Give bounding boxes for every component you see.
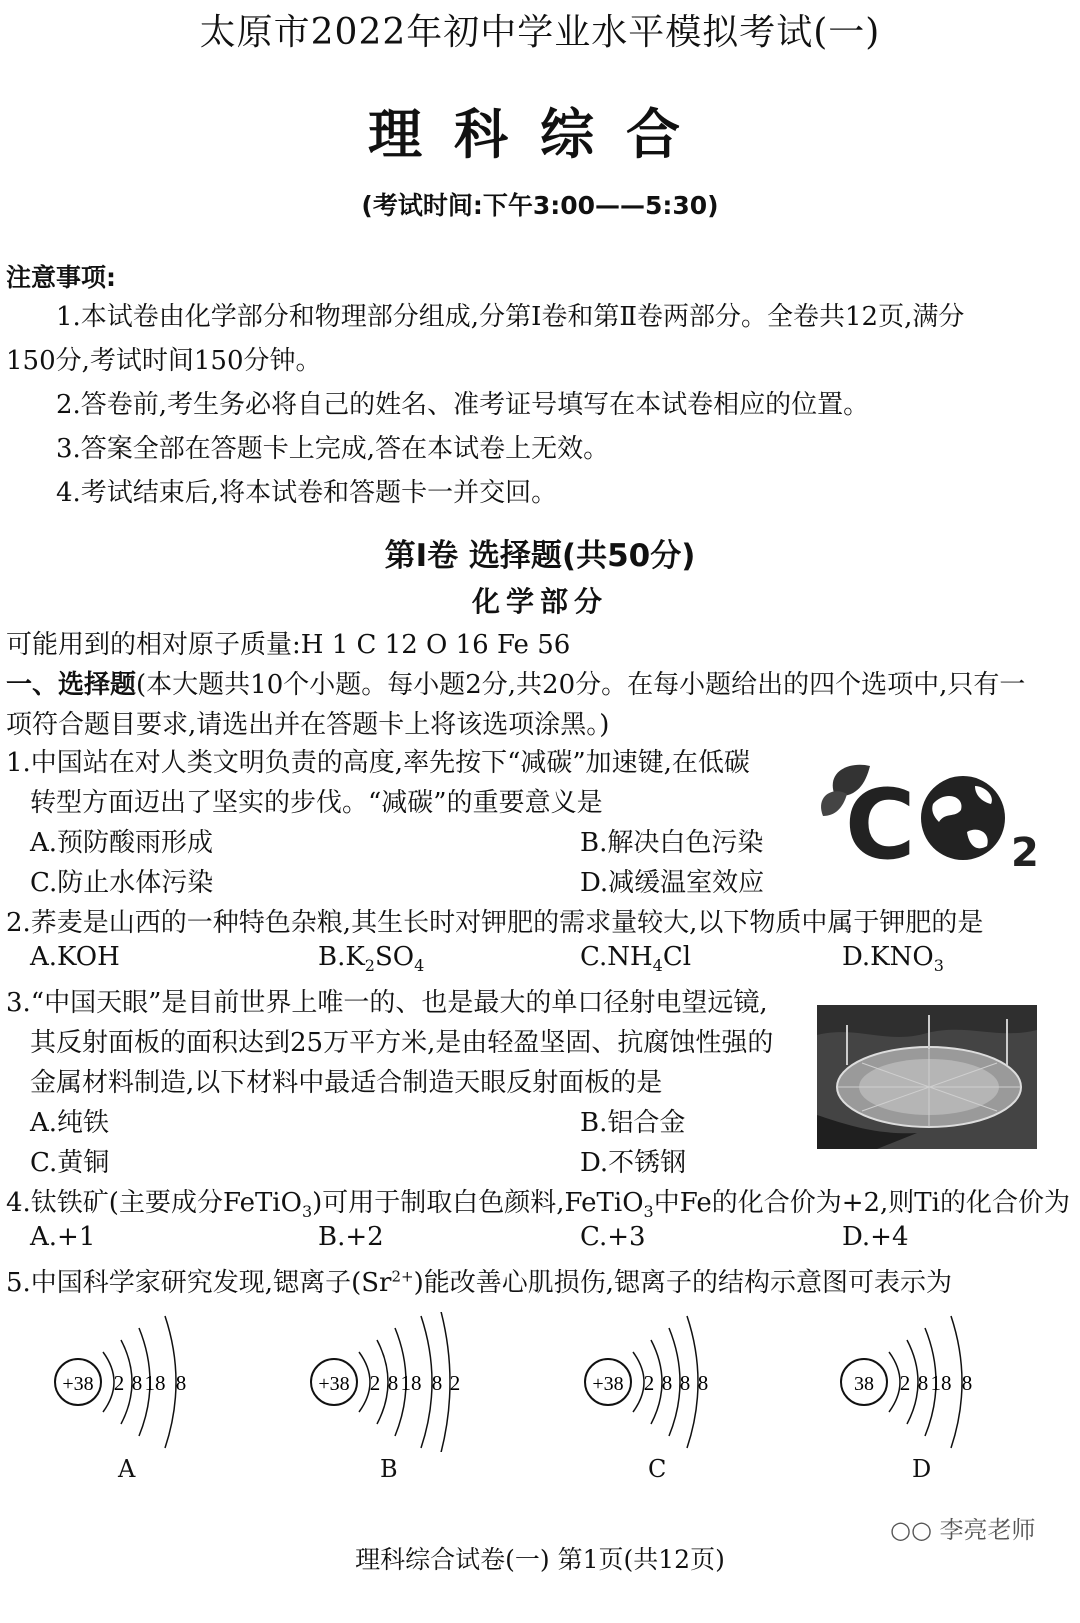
shell-electron-count: 18 <box>144 1371 166 1395</box>
co2-logo-subscript: 2 <box>1011 830 1039 876</box>
q5-stem: 5.中国科学家研究发现,锶离子$(Sr^{2+})$能改善心肌损伤,锶离子的结构示意图可表示为 <box>6 1267 953 1298</box>
q4-option-b: B.+2 <box>318 1222 384 1252</box>
atom-diagram-d <box>826 1312 1066 1452</box>
shell-electron-count: 2 <box>113 1371 125 1395</box>
atomic-mass: 可能用到的相对原子质量:H 1 C 12 O 16 Fe 56 <box>6 630 571 660</box>
globe-icon <box>921 776 1005 860</box>
electron-shell-arc <box>633 1352 644 1412</box>
shell-electron-count: 8 <box>131 1371 143 1395</box>
notes-heading: 注意事项: <box>6 263 116 292</box>
shell-electron-count: 8 <box>917 1371 929 1395</box>
nucleus-charge: 38 <box>854 1373 874 1395</box>
shell-electron-count: 18 <box>930 1371 952 1395</box>
atom-diagram-a <box>40 1312 280 1452</box>
shell-electron-count: 8 <box>697 1371 709 1395</box>
mc-instructions <box>6 664 1025 701</box>
mc-title: 一、选择题 <box>6 670 137 700</box>
atom-diagram-b <box>296 1312 536 1452</box>
telescope-photo <box>817 1005 1037 1149</box>
mc-desc: (本大题共10个小题。每小题2分,共20分。在每小题给出的四个选项中,只有一 <box>136 670 1026 700</box>
q3-option-d: D.不锈钢 <box>580 1148 687 1178</box>
q2-option-a: A.KOH <box>30 942 120 972</box>
electron-shell-arc <box>889 1352 900 1412</box>
wechat-icon: ○○ <box>890 1516 940 1544</box>
co2-logo-c: C <box>845 769 916 876</box>
electron-shell-arc <box>103 1352 114 1412</box>
shell-electron-count: 2 <box>643 1371 655 1395</box>
note-3: 3.答案全部在答题卡上完成,答在本试卷上无效。 <box>56 434 610 464</box>
atom-diagram-c <box>570 1312 810 1452</box>
q2-stem: 2.荞麦是山西的一种特色杂粮,其生长时对钾肥的需求量较大,以下物质中属于钾肥的是 <box>6 908 984 938</box>
q1-option-b: B.解决白色污染 <box>580 828 764 858</box>
exam-time: (考试时间:下午3:00——5:30) <box>361 191 719 220</box>
q3-option-b: B.铝合金 <box>580 1108 686 1138</box>
shell-electron-count: 8 <box>431 1371 443 1395</box>
part-title: 化学部分 <box>471 585 608 618</box>
electron-shell-arc <box>421 1316 432 1448</box>
diagram-label-a: A <box>118 1455 136 1483</box>
q2-option-c: $C.NH_4Cl$ <box>580 942 692 976</box>
subject-title: 理科综合 <box>368 103 712 166</box>
q4-option-a: A.+1 <box>30 1222 96 1252</box>
watermark: ○○ 李亮老师 <box>890 1516 1036 1544</box>
section-title: 第Ⅰ卷 选择题(共50分) <box>384 538 696 574</box>
q4-option-d: D.+4 <box>842 1222 909 1252</box>
shell-electron-count: 8 <box>387 1371 399 1395</box>
q4-stem: 4.钛铁矿(主要成分FeTiO$_3$)可用于制取白色颜料,FeTiO$_3$中Fe的化合价为+2,则Ti的化合价为 <box>6 1188 1070 1222</box>
q1-option-c: C.防止水体污染 <box>30 868 214 898</box>
co2-logo-image <box>815 756 1045 876</box>
shell-electron-count: 8 <box>661 1371 673 1395</box>
q3-option-a: A.纯铁 <box>30 1108 110 1138</box>
shell-electron-count: 8 <box>175 1371 187 1395</box>
diagram-label-d: D <box>912 1455 932 1483</box>
page-footer: 理科综合试卷(一) 第1页(共12页) <box>355 1545 725 1574</box>
shell-electron-count: 18 <box>400 1371 422 1395</box>
note-1-cont: 150分,考试时间150分钟。 <box>6 346 322 376</box>
q3-stem-2: 其反射面板的面积达到25万平方米,是由轻盈坚固、抗腐蚀性强的 <box>30 1028 774 1058</box>
nucleus-charge: +38 <box>318 1373 350 1395</box>
q1-stem-1: 1.中国站在对人类文明负责的高度,率先按下“减碳”加速键,在低碳 <box>6 748 750 778</box>
q2-option-d: $D.KNO_3$ <box>842 942 944 976</box>
q1-option-a: A.预防酸雨形成 <box>30 828 214 858</box>
electron-shell-arc <box>165 1316 176 1448</box>
diagram-label-b: B <box>380 1455 398 1483</box>
q2-option-b: $B.K_2SO_4$ <box>318 942 425 976</box>
mc-desc-cont: 项符合题目要求,请选出并在答题卡上将该选项涂黑。) <box>6 710 610 740</box>
nucleus-charge: +38 <box>592 1373 624 1395</box>
shell-electron-count: 8 <box>679 1371 691 1395</box>
exam-title: 太原市2022年初中学业水平模拟考试(一) <box>199 12 881 53</box>
electron-shell-arc <box>951 1316 962 1448</box>
shell-electron-count: 2 <box>369 1371 381 1395</box>
note-4: 4.考试结束后,将本试卷和答题卡一并交回。 <box>56 478 558 508</box>
leaf-icon <box>821 791 847 816</box>
shell-electron-count: 2 <box>449 1371 461 1395</box>
q3-stem-3: 金属材料制造,以下材料中最适合制造天眼反射面板的是 <box>30 1068 663 1098</box>
q1-option-d: D.减缓温室效应 <box>580 868 765 898</box>
nucleus-charge: +38 <box>62 1373 94 1395</box>
q1-stem-2: 转型方面迈出了坚实的步伐。“减碳”的重要意义是 <box>30 788 603 818</box>
q4-option-c: C.+3 <box>580 1222 646 1252</box>
q3-option-c: C.黄铜 <box>30 1148 110 1178</box>
note-1: 1.本试卷由化学部分和物理部分组成,分第Ⅰ卷和第Ⅱ卷两部分。全卷共12页,满分 <box>56 302 965 332</box>
note-2: 2.答卷前,考生务必将自己的姓名、准考证号填写在本试卷相应的位置。 <box>56 390 870 420</box>
electron-shell-arc <box>359 1352 370 1412</box>
diagram-label-c: C <box>648 1455 667 1483</box>
shell-electron-count: 2 <box>899 1371 911 1395</box>
shell-electron-count: 8 <box>961 1371 973 1395</box>
q3-stem-1: 3.“中国天眼”是目前世界上唯一的、也是最大的单口径射电望远镜, <box>6 988 768 1018</box>
